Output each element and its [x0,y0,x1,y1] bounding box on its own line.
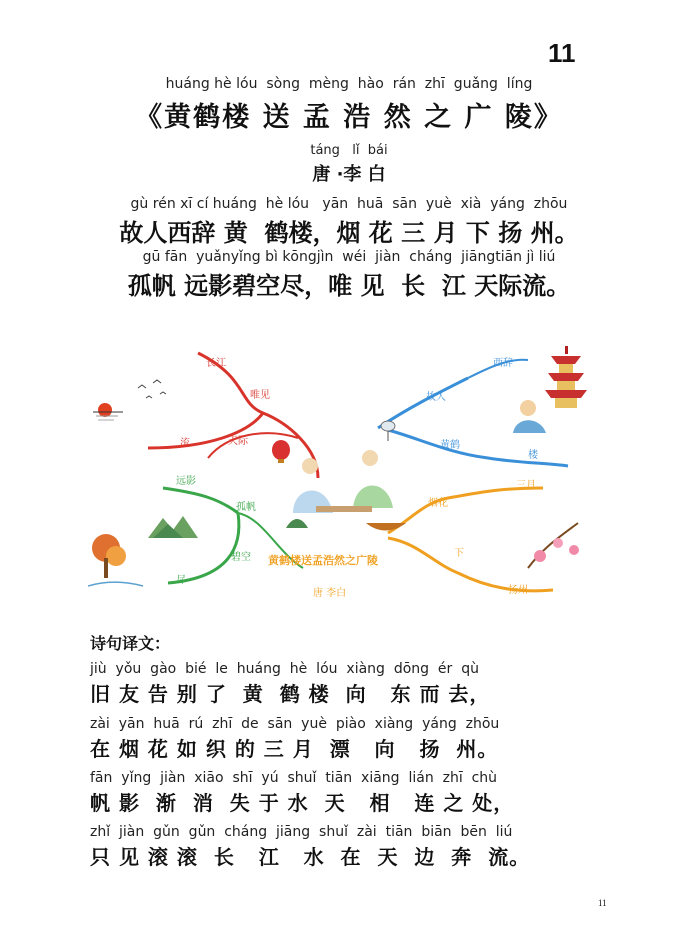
page-number-bottom: 11 [598,898,607,908]
tree-icon [88,534,143,586]
node-xia: 下 [454,548,464,559]
translation-line-1: 旧 友 告 别 了 黄 鹤 楼 向 东 而 去， [90,682,491,706]
translation-line-4: 只 见 滚 滚 长 江 水 在 天 边 奔 流。 [90,845,531,869]
poem-line-1-pinyin: gù rén xī cí huáng hè lóu yān huā sān yuè xià yáng zhōu [130,196,568,212]
translation-line-1-pinyin: jiù yǒu gào bié le huáng hè lóu xiàng dōng ér qù [90,661,479,677]
mountain-icon [148,516,198,538]
title-pinyin: huáng hè lóu sòng mèng hào rán zhī guǎng líng [165,76,533,92]
blossom-icon [528,523,579,568]
page-number-top: 11 [548,38,576,68]
node-weijian: 唯见 [250,390,270,401]
poem-line-2: 孤帆 远影碧空尽，唯 见 长 江 天际流。 [127,272,571,300]
poem-author: 唐 ·李 白 [312,164,386,185]
node-jin: 尽 [176,575,186,586]
author-pinyin: táng lǐ bái [310,143,388,158]
node-tianji: 天际 [228,436,248,447]
translation-line-2-pinyin: zài yān huā rú zhī de sān yuè piào xiàng yáng zhōu [90,716,500,732]
node-sanyue: 三月 [516,480,536,491]
node-bikong: 碧空 [231,552,251,563]
mindmap-branch-orange [388,479,553,596]
node-xici: 西辞 [493,358,513,369]
lantern-icon [272,440,290,463]
node-changjiang: 长江 [206,358,226,369]
person-icon [513,400,546,433]
node-yanhua: 烟花 [428,498,448,509]
translation-label: 诗句译文： [90,634,171,653]
mindmap-center-author: 唐 李白 [313,588,347,599]
node-guren: 故人 [426,392,446,403]
poem-title: 《黄鹤楼 送 孟 浩 然 之 广 陵》 [135,102,563,133]
node-yangzhou: 扬州 [508,585,528,596]
mindmap-center-title: 黄鹤楼送孟浩然之广陵 [268,554,378,567]
translation-line-3: 帆 影 渐 消 失 于 水 天 相 连 之 处， [90,791,515,815]
node-lou: 楼 [528,450,538,461]
node-liu: 流 [180,438,190,449]
translation-line-4-pinyin: zhǐ jiàn gǔn gǔn cháng jiāng shuǐ zài tiān biān bēn liú [90,824,513,840]
translation-line-2: 在 烟 花 如 织 的 三 月 漂 向 扬 州。 [90,737,499,761]
boat-icon [366,523,406,531]
pagoda-icon [545,346,587,408]
mind-map [88,338,613,613]
mindmap-branch-red [148,353,318,478]
poem-line-1: 故人西辞 黄 鹤楼，烟 花 三 月 下 扬 州。 [119,219,579,247]
node-gufan: 孤帆 [236,502,256,513]
sunset-icon [93,380,166,420]
translation-line-3-pinyin: fān yǐng jiàn xiāo shī yú shuǐ tiān xiāng lián zhī chù [90,770,498,786]
poem-line-2-pinyin: gū fān yuǎnyǐng bì kōngjìn wéi jiàn cháng jiāngtiān jì liú [142,249,556,265]
two-scholars-icon [286,450,393,528]
node-huanghe: 黄鹤 [440,440,460,451]
mindmap-branch-blue [378,357,568,466]
node-yuanying: 远影 [176,476,196,487]
